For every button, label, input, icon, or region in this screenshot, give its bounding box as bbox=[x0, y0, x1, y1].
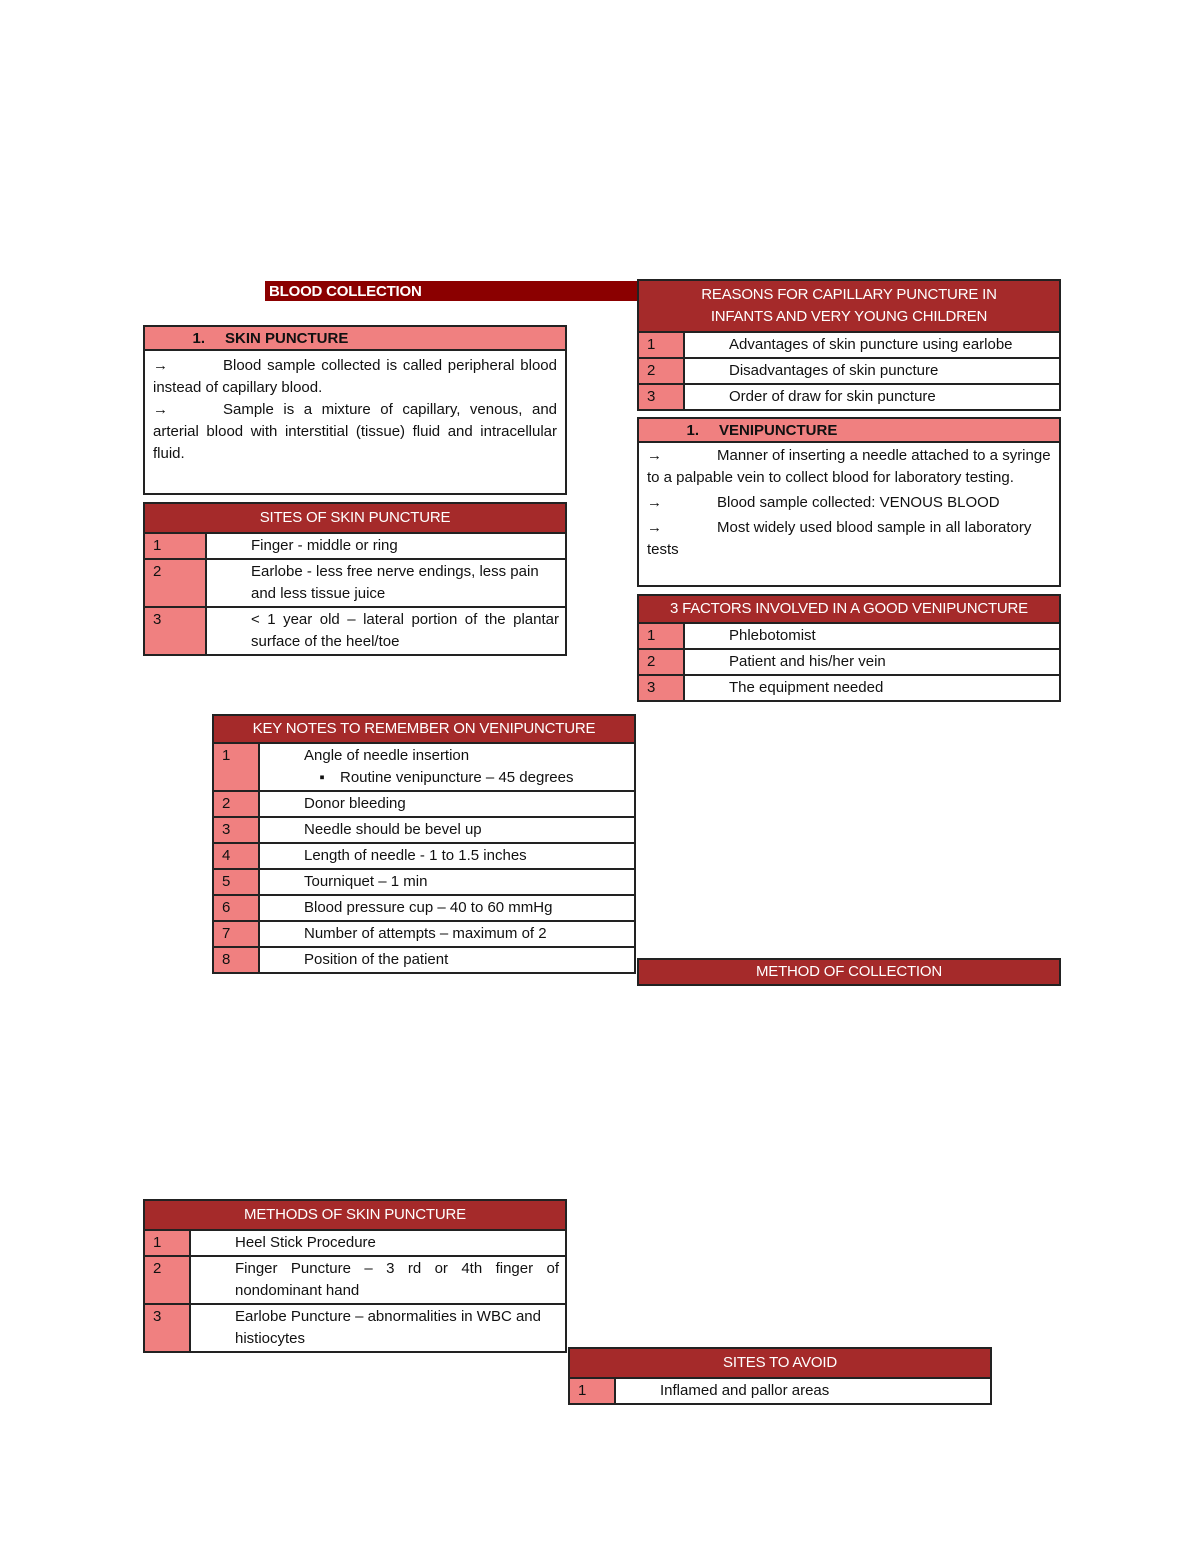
arrow-icon: → bbox=[647, 519, 662, 536]
table-row: 2 Finger Puncture – 3 rd or 4th finger of nondominant hand bbox=[144, 1256, 566, 1304]
arrow-icon: → bbox=[647, 447, 662, 464]
skin-puncture-line-2: → Sample is a mixture of capillary, venous, and arterial blood with interstitial (tissue) fluid and intracellular fluid. bbox=[153, 401, 557, 462]
venipuncture-number: 1. bbox=[686, 421, 699, 439]
table-row: 3 Needle should be bevel up bbox=[213, 817, 635, 843]
table-row: 4 Length of needle - 1 to 1.5 inches bbox=[213, 843, 635, 869]
table-row: 5 Tourniquet – 1 min bbox=[213, 869, 635, 895]
skin-puncture-line-1: → Blood sample collected is called peripheral blood instead of capillary blood. bbox=[153, 357, 557, 396]
reasons-table bbox=[637, 279, 1061, 411]
venipuncture-title: VENIPUNCTURE bbox=[719, 421, 838, 439]
skin-puncture-title: SKIN PUNCTURE bbox=[225, 329, 349, 347]
factors-title: 3 FACTORS INVOLVED IN A GOOD VENIPUNCTURE bbox=[637, 594, 1061, 622]
table-row: 1 Phlebotomist bbox=[638, 623, 1060, 649]
table-row: 1 Heel Stick Procedure bbox=[144, 1230, 566, 1256]
table-row: 1 Inflamed and pallor areas bbox=[569, 1378, 991, 1404]
venipuncture-heading bbox=[637, 417, 1061, 443]
table-row: 1 Angle of needle insertion ▪ Routine venipuncture – 45 degrees bbox=[213, 743, 635, 791]
reasons-title: REASONS FOR CAPILLARY PUNCTURE IN INFANTS AND VERY YOUNG CHILDREN bbox=[637, 279, 1061, 331]
skin-puncture-description bbox=[143, 349, 567, 495]
bullet-icon: ▪ bbox=[319, 769, 325, 786]
sites-to-avoid-table bbox=[568, 1347, 992, 1405]
sites-to-avoid-title: SITES TO AVOID bbox=[568, 1347, 992, 1377]
table-row: 3 Earlobe Puncture – abnormalities in WBC and histiocytes bbox=[144, 1304, 566, 1352]
arrow-icon: → bbox=[153, 357, 168, 374]
venipuncture-line-1: → Manner of inserting a needle attached to a syringe to a palpable vein to collect blood for laboratory testing. bbox=[647, 447, 1051, 486]
table-row: 1 Advantages of skin puncture using earlobe bbox=[638, 332, 1060, 358]
venipuncture-description bbox=[637, 441, 1061, 587]
venipuncture-line-3: → Most widely used blood sample in all laboratory tests bbox=[647, 519, 1032, 558]
sites-skin-puncture-title: SITES OF SKIN PUNCTURE bbox=[143, 502, 567, 532]
table-row: 3 Order of draw for skin puncture bbox=[638, 384, 1060, 410]
methods-skin-puncture-table bbox=[143, 1199, 567, 1353]
table-row: 7 Number of attempts – maximum of 2 bbox=[213, 921, 635, 947]
venipuncture-line-2: → Blood sample collected: VENOUS BLOOD bbox=[647, 492, 1051, 514]
key-notes-table bbox=[212, 714, 636, 974]
skin-puncture-heading bbox=[143, 325, 567, 351]
page-title: BLOOD COLLECTION bbox=[265, 281, 640, 301]
method-of-collection-title: METHOD OF COLLECTION bbox=[637, 958, 1061, 986]
factors-table bbox=[637, 594, 1061, 702]
table-row: 3 < 1 year old – lateral portion of the plantar surface of the heel/toe bbox=[144, 607, 566, 655]
sites-skin-puncture-table bbox=[143, 502, 567, 656]
key-notes-title: KEY NOTES TO REMEMBER ON VENIPUNCTURE bbox=[212, 714, 636, 742]
table-row: 2 Earlobe - less free nerve endings, less pain and less tissue juice bbox=[144, 559, 566, 607]
table-row: 2 Patient and his/her vein bbox=[638, 649, 1060, 675]
table-row: 3 The equipment needed bbox=[638, 675, 1060, 701]
table-row: 2 Disadvantages of skin puncture bbox=[638, 358, 1060, 384]
table-row: 8 Position of the patient bbox=[213, 947, 635, 973]
table-row: 6 Blood pressure cup – 40 to 60 mmHg bbox=[213, 895, 635, 921]
table-row: 2 Donor bleeding bbox=[213, 791, 635, 817]
skin-puncture-number: 1. bbox=[192, 329, 205, 347]
table-row: 1 Finger - middle or ring bbox=[144, 533, 566, 559]
arrow-icon: → bbox=[647, 494, 662, 511]
arrow-icon: → bbox=[153, 401, 168, 418]
methods-skin-puncture-title: METHODS OF SKIN PUNCTURE bbox=[143, 1199, 567, 1229]
